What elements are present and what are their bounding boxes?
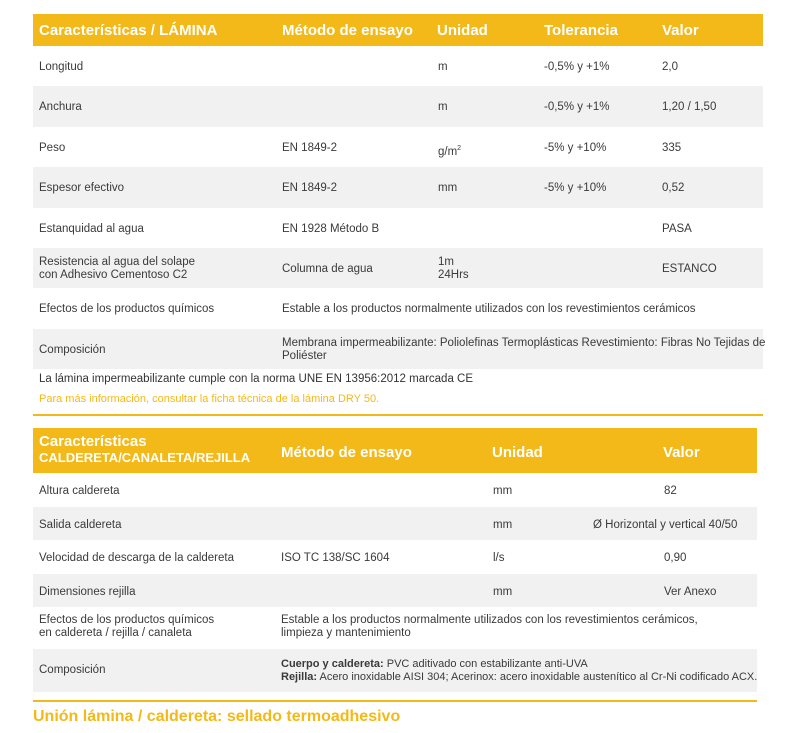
table-row: Efectos de los productos químicos Estable a los productos normalmente utilizados con los revestimientos cerámicos	[39, 303, 696, 316]
header-caracteristicas: Características CALDERETA/CANALETA/REJILLA	[39, 433, 251, 465]
header-valor: Valor	[662, 22, 699, 39]
table-row: Resistencia al agua del solape con Adhesivo Cementoso C2 Columna de agua 1m 24Hrs ESTANCO	[33, 248, 763, 288]
table-row: Dimensiones rejilla mm Ver Anexo	[33, 574, 757, 608]
header-metodo: Método de ensayo	[281, 444, 412, 461]
caldereta-table-header	[33, 428, 757, 473]
header-unidad: Unidad	[492, 444, 543, 461]
table-row: Anchura m -0,5% y +1% 1,20 / 1,50	[33, 86, 763, 126]
table-row: Composición Cuerpo y caldereta: PVC aditivado con estabilizante anti-UVA Rejilla: Acero inoxidable AISI 304; Acerinox: acero inoxidable austenítico al Cr-Ni codificado ACX.	[33, 649, 757, 692]
section-divider	[33, 700, 757, 702]
norma-note: La lámina impermeabilizante cumple con la norma UNE EN 13956:2012 marcada CE	[39, 373, 474, 385]
table-row: Composición Membrana impermeabilizante: Poliolefinas Termoplásticas Revestimiento: Fibras No Tejidas de Poliéster	[33, 329, 763, 369]
header-valor: Valor	[663, 444, 700, 461]
footer-heading: Unión lámina / caldereta: sellado termoadhesivo	[33, 708, 401, 725]
table-row: Efectos de los productos químicos en caldereta / rejilla / canaleta Estable a los productos normalmente utilizados con los revestimientos cerámicos, limpieza y mantenimiento	[39, 614, 698, 639]
table-row: Espesor efectivo EN 1849-2 mm -5% y +10% 0,52	[33, 167, 763, 207]
ficha-tecnica-link[interactable]: Para más información, consultar la ficha técnica de la lámina DRY 50.	[39, 393, 380, 405]
table-row: Estanquidad al agua EN 1928 Método B PASA	[39, 222, 692, 235]
lamina-table-header	[33, 14, 763, 46]
lamina-table	[33, 14, 766, 369]
caldereta-table	[33, 428, 757, 692]
header-tolerancia: Tolerancia	[544, 22, 618, 39]
table-row: Altura caldereta mm 82	[39, 485, 677, 497]
table-row: Salida caldereta mm Ø Horizontal y vertical 40/50	[33, 507, 757, 541]
header-metodo: Método de ensayo	[282, 22, 413, 39]
header-unidad: Unidad	[437, 22, 488, 39]
table-row: Peso EN 1849-2 $g/m^2$ -5% y +10% 335	[39, 141, 682, 158]
table-row: Longitud m -0,5% y +1% 2,0	[39, 61, 678, 73]
section-divider	[33, 414, 763, 416]
table-row: Velocidad de descarga de la caldereta ISO TC 138/SC 1604 l/s 0,90	[39, 552, 687, 564]
header-caracteristicas: Características / LÁMINA	[39, 22, 218, 39]
